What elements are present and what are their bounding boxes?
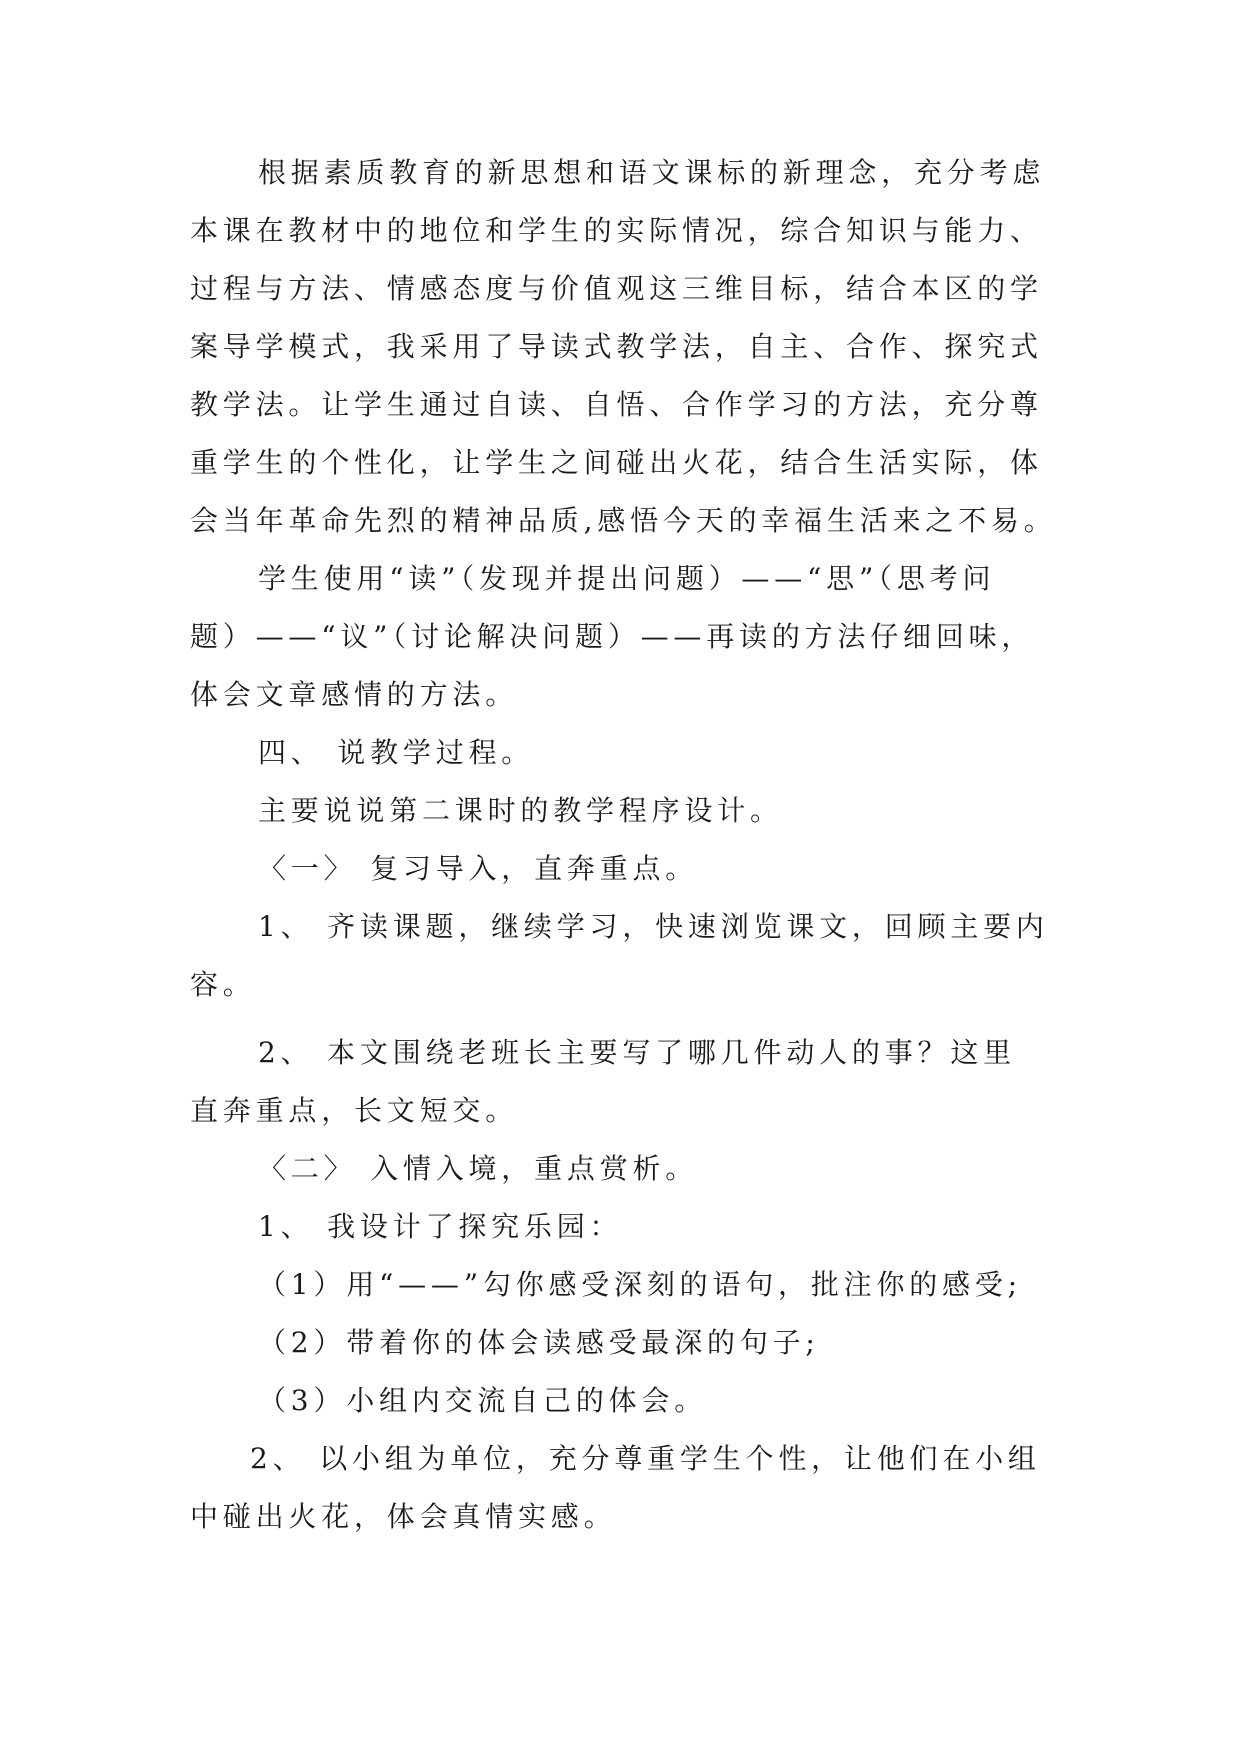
text-line-15: 容。 — [190, 968, 256, 1001]
text-line-7: 会当年革命先烈的精神品质,感悟今天的幸福生活来之不易。 — [190, 504, 1057, 537]
text-line-14: 1、 齐读课题，继续学习，快速浏览课文，回顾主要内 — [258, 910, 1049, 943]
text-line-12: 主要说说第二课时的教学程序设计。 — [258, 794, 783, 827]
list-item-3: （3）小组内交流自己的体会。 — [258, 1384, 708, 1417]
section-heading-four: 四、 说教学过程。 — [258, 736, 535, 769]
subsection-heading-two: 〈二〉 入情入境，重点赏析。 — [258, 1152, 699, 1185]
subsection-heading-one: 〈一〉 复习导入，直奔重点。 — [258, 852, 699, 885]
text-line-2: 本课在教材中的地位和学生的实际情况，综合知识与能力、 — [190, 214, 1043, 247]
text-line-9: 题）——“议”（讨论解决问题）——再读的方法仔细回味， — [190, 620, 1035, 653]
text-line-24: 中碰出火花，体会真情实感。 — [190, 1500, 617, 1533]
text-line-5: 教学法。让学生通过自读、自悟、合作学习的方法，充分尊 — [190, 388, 1043, 421]
text-line-17: 直奔重点，长文短交。 — [190, 1094, 519, 1127]
list-item-2: （2）带着你的体会读感受最深的句子; — [258, 1326, 820, 1359]
text-line-23: 2、 以小组为单位，充分尊重学生个性，让他们在小组 — [250, 1442, 1041, 1475]
text-line-10: 体会文章感情的方法。 — [190, 678, 519, 711]
text-line-8: 学生使用“读”（发现并提出问题）——“思”（思考问 — [258, 562, 996, 595]
text-line-4: 案导学模式，我采用了导读式教学法，自主、合作、探究式 — [190, 330, 1043, 363]
text-line-16: 2、 本文围绕老班长主要写了哪几件动人的事？这里 — [258, 1036, 1016, 1069]
text-line-1: 根据素质教育的新思想和语文课标的新理念，充分考虑 — [258, 156, 1046, 189]
text-line-6: 重学生的个性化，让学生之间碰出火花，结合生活实际，体 — [190, 446, 1043, 479]
text-line-3: 过程与方法、情感态度与价值观这三维目标，结合本区的学 — [190, 272, 1043, 305]
text-line-19: 1、 我设计了探究乐园： — [258, 1210, 623, 1243]
list-item-1: （1）用“——”勾你感受深刻的语句，批注你的感受; — [258, 1268, 1022, 1301]
